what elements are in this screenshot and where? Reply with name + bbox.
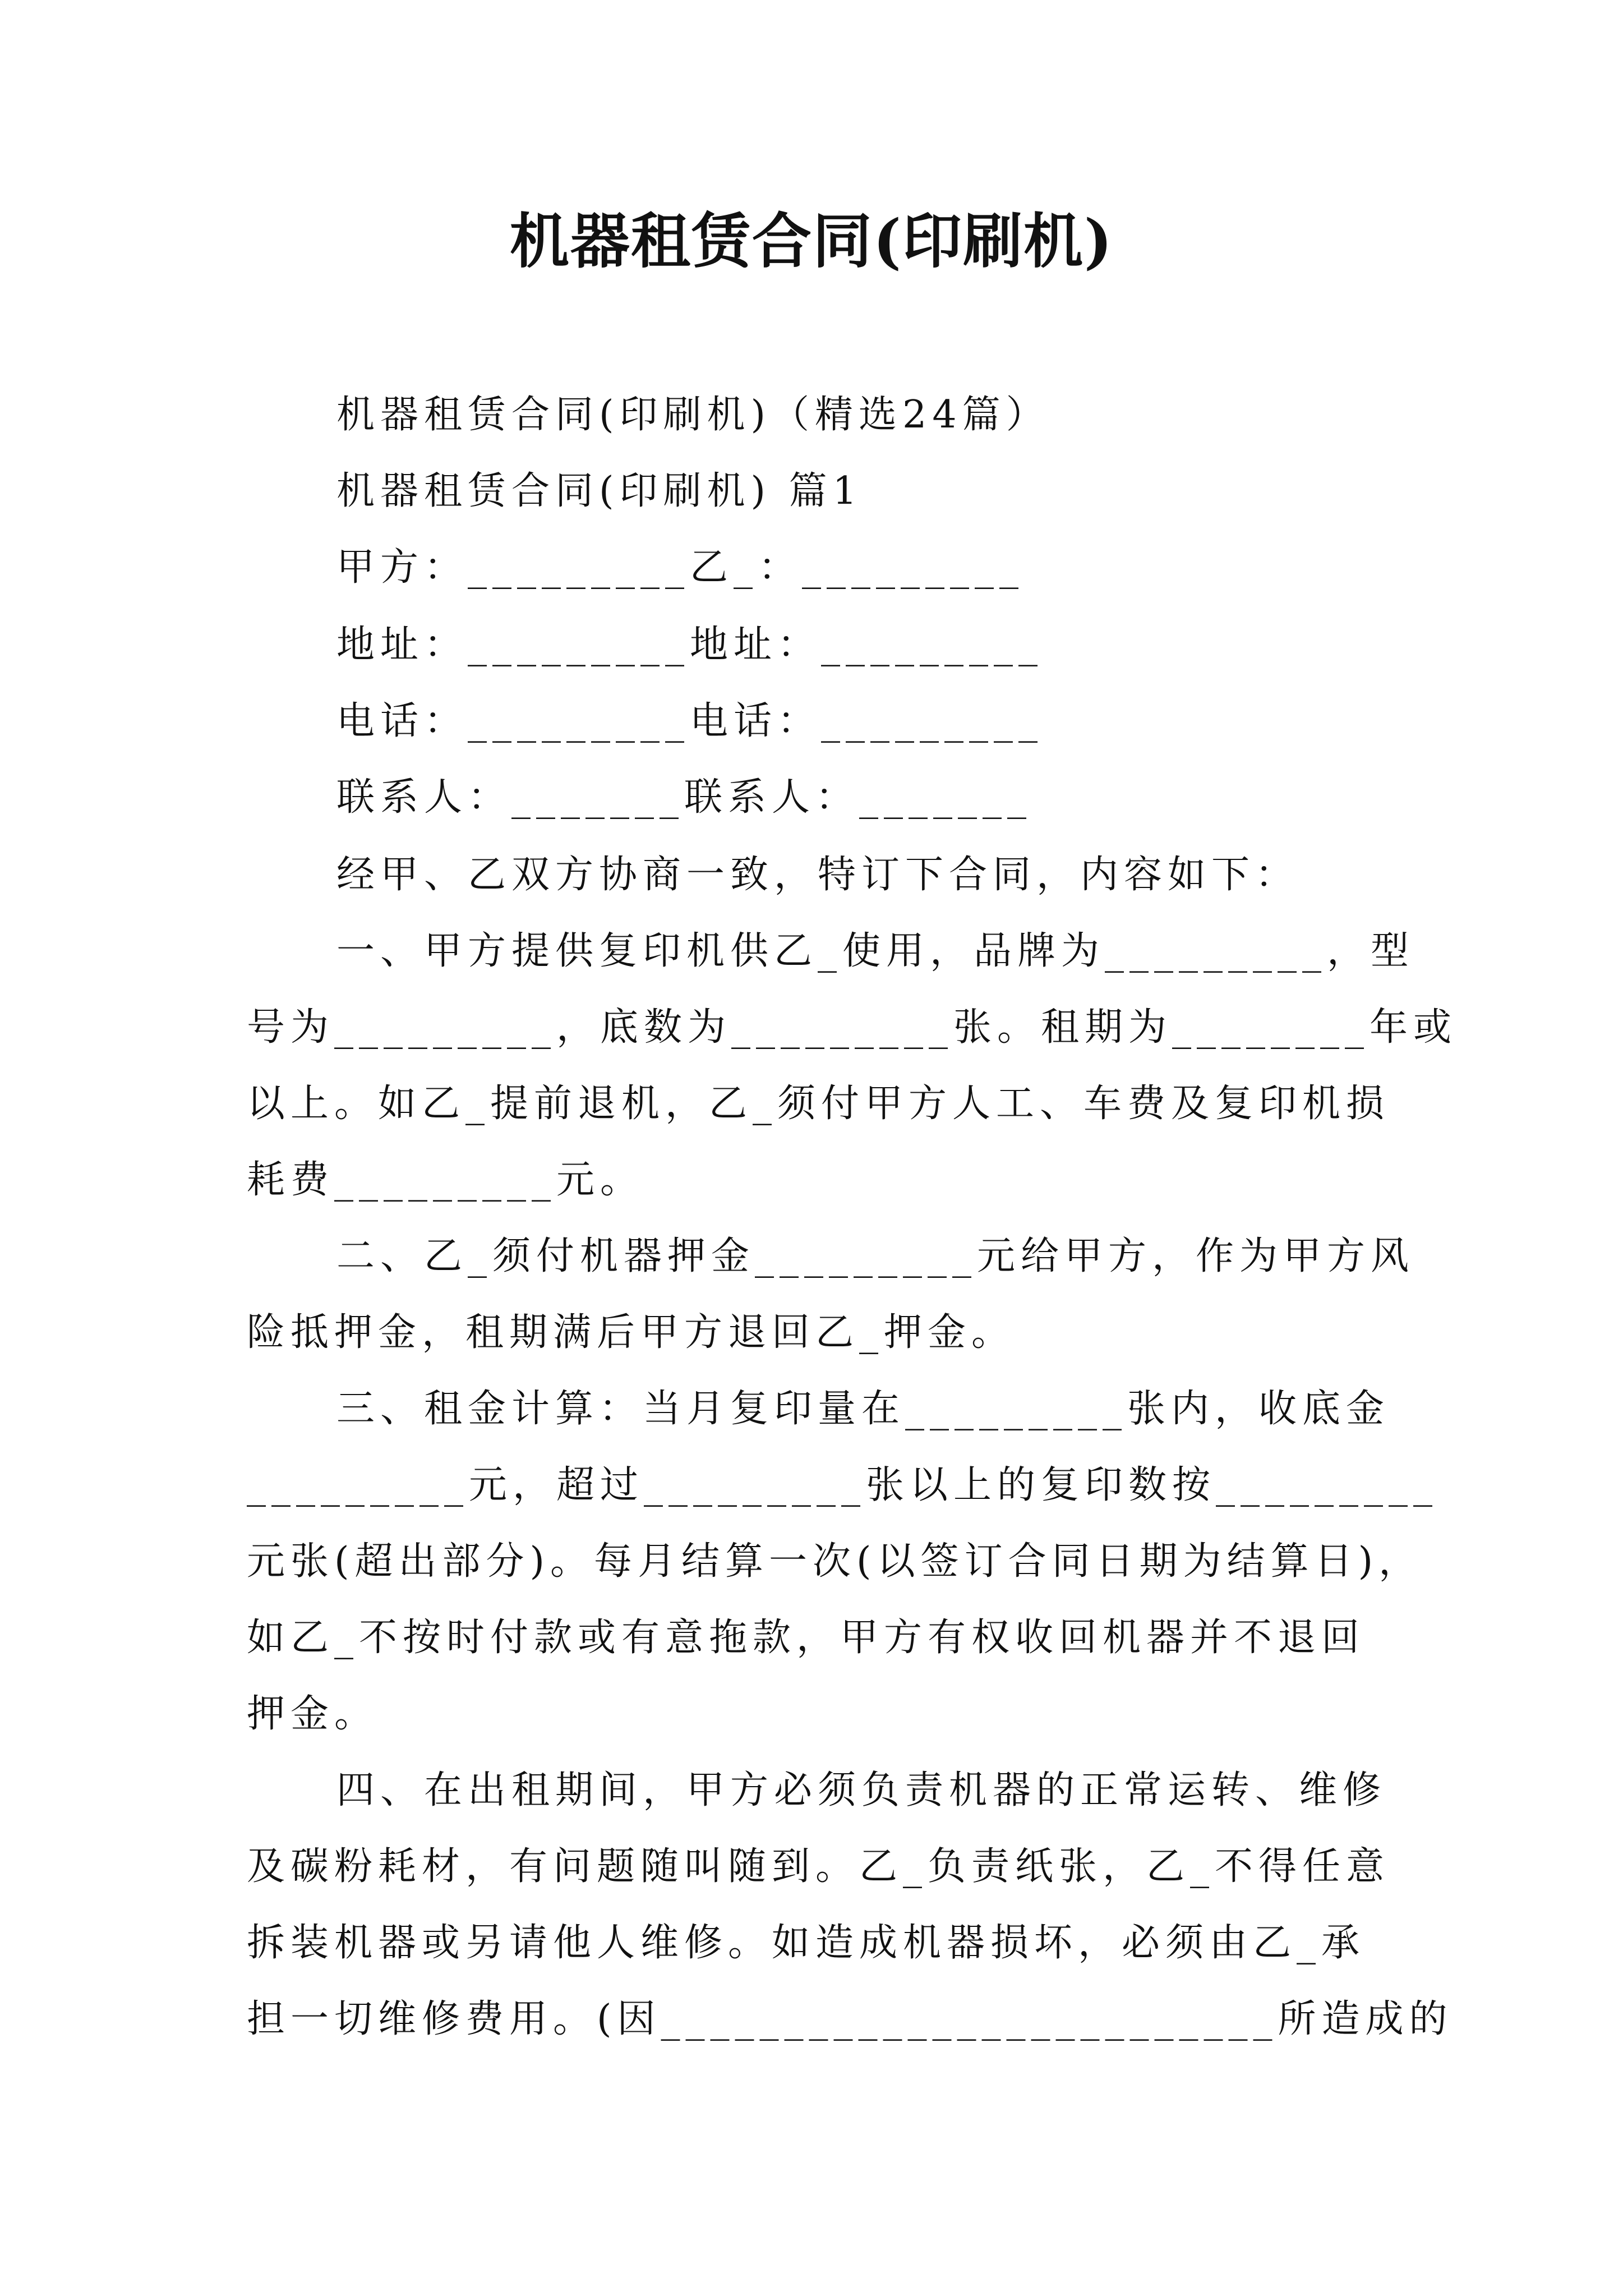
paragraph-line: 及碳粉耗材，有问题随叫随到。乙_负责纸张，乙_不得任意	[247, 1844, 1390, 1889]
paragraph-line: 耗费_________元。	[247, 1158, 644, 1202]
paragraph-line: _________元，超过_________张以上的复印数按_________	[247, 1463, 1438, 1507]
paragraph-line: 号为_________，底数为_________张。租期为________年或	[247, 1005, 1458, 1050]
document-title: 机器租赁合同(印刷机)	[509, 206, 1114, 276]
paragraph-line: 担一切维修费用。(因_________________________所造成的	[247, 1997, 1453, 2041]
paragraph-line: 如乙_不按时付款或有意拖款，甲方有权收回机器并不退回	[247, 1616, 1366, 1660]
contact-line: 联系人：_______联系人：_______	[336, 775, 1032, 820]
document-subtitle: 机器租赁合同(印刷机)（精选24篇）	[336, 393, 1050, 437]
paragraph-line: 险抵押金，租期满后甲方退回乙_押金。	[247, 1310, 1016, 1355]
paragraph-line: 以上。如乙_提前退机，乙_须付甲方人工、车费及复印机损	[247, 1082, 1390, 1126]
paragraph-line: 二、乙_须付机器押金_________元给甲方，作为甲方风	[336, 1234, 1415, 1278]
section-heading: 机器租赁合同(印刷机) 篇1	[336, 469, 863, 513]
party-line: 甲方：_________乙_：_________	[336, 545, 1025, 590]
paragraph-line: 经甲、乙双方协商一致，特订下合同，内容如下：	[336, 853, 1299, 897]
paragraph-line: 元张(超出部分)。每月结算一次(以签订合同日期为结算日)，	[247, 1539, 1423, 1584]
paragraph-line: 三、租金计算：当月复印量在_________张内，收底金	[336, 1387, 1390, 1431]
paragraph-line: 拆装机器或另请他人维修。如造成机器损坏，必须由乙_承	[247, 1921, 1366, 1965]
paragraph-line: 押金。	[247, 1692, 379, 1736]
paragraph-line: 四、在出租期间，甲方必须负责机器的正常运转、维修	[336, 1768, 1387, 1812]
paragraph-line: 一、甲方提供复印机供乙_使用，品牌为_________，型	[336, 929, 1415, 973]
address-line: 地址：_________地址：_________	[336, 623, 1044, 667]
phone-line: 电话：_________电话：_________	[336, 699, 1044, 743]
